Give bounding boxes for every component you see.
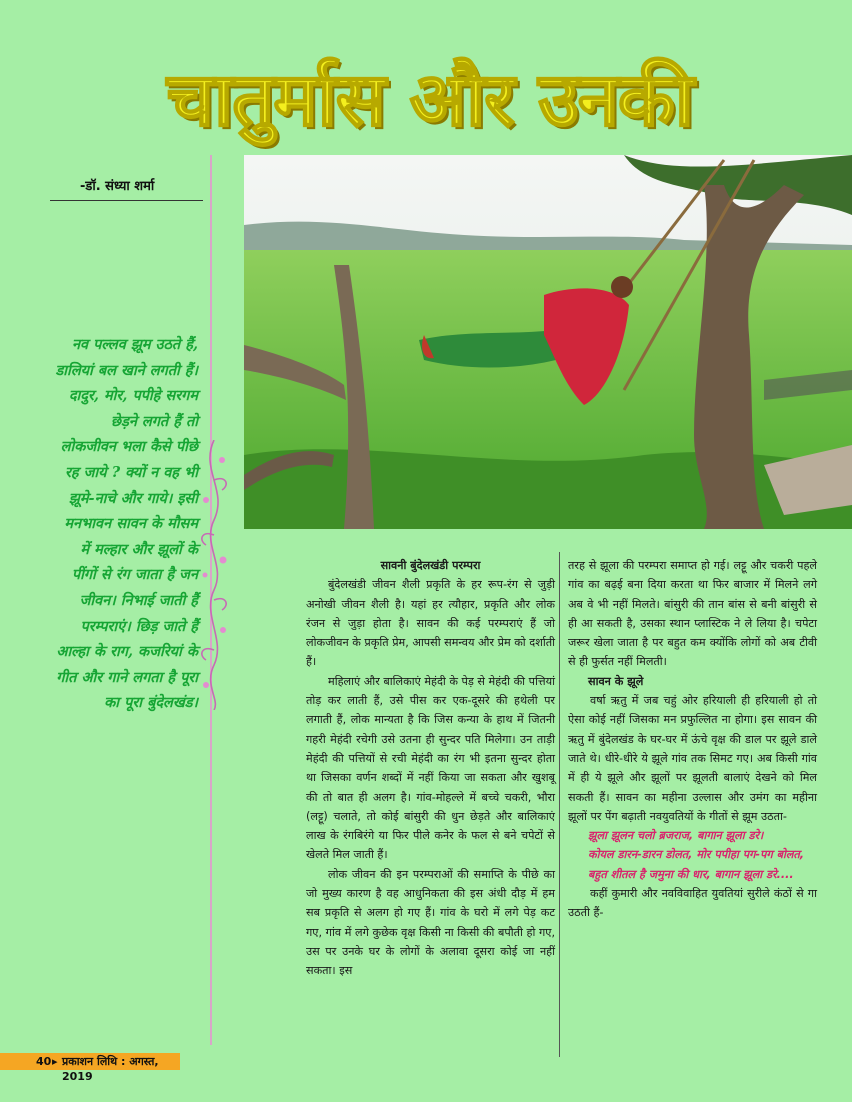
pull-quote: नव पल्लव झूम उठते हैं, डालियां बल खाने लगती हैं। दादुर, मोर, पपीहे सरगम छेड़ने लगते हैं तो लोकजीवन भला कैसे पीछे रह जाये ? क्यों न वह भी झूमे-नाचे और गाये। इसी मनभावन सावन के मौसम में मल्हार और झूलों के पींगों से रंग जाता है जन जीवन। निभाई जाती हैं परम्पराएं। छिड़ जाते हैं आल्हा के राग, कजरियां के गीत और गाने लगता है पूरा का पूरा बुंदेलखंड। — [55, 336, 198, 712]
page-footer — [0, 1053, 180, 1083]
paragraph: तरह से झूला की परम्परा समाप्त हो गई। लट्टू और चकरी पहले गांव का बढ़ई बना दिया करता था फिर बाजार में मिलने लगे अब वे भी नहीं मिलते। बांसुरी की तान बांस से बनी बांसुरी से ही आ सकती है, उसका स्थान प्लास्टिक ने ले लिया है। चपेटा जरूर खेला जाता है पर बहुत कम क्योंकि लोगों को अब टीवी से ही फुर्सत नहीं मिलती। — [568, 559, 817, 669]
paragraph: कहीं कुमारी और नवविवाहित युवतियां सुरीले कंठों से गा उठती हैं- — [568, 887, 817, 920]
page-number: 40 — [36, 1055, 52, 1068]
section-heading: सावन के झूले — [588, 674, 644, 688]
floral-ornament-icon — [196, 440, 232, 710]
paragraph: महिलाएं और बालिकाएं मेहंदी के पेड़ से मेहंदी की पत्तियां तोड़ कर लाती हैं, उसे पीस कर एक-दूसरे की हथेली पर लगाती हैं, लोक मान्यता है कि जिस कन्या के हाथ में जितनी गहरी मेहंदी रचेगी उसे उतना ही सुन्दर पति मिलेगा। उन ताड़ी मेहंदी की पत्तियों से रची मेहंदी का रंग भी इतना सुन्दर होता था जिसका वर्णन शब्दों में नहीं किया जा सकता और खुशबू की तो बात ही अलग है। गांव-मोहल्ले में बच्चे चकरी, भौरा (लट्टू) चलाते, तो कोई बांसुरी की धुन छेड़ते और बालिकाएं लाख के रंगबिरंगे या फिर पीले कनेर के फल से बने चपेटों से खेलते मिल जाती हैं। — [306, 674, 555, 862]
column-divider — [559, 552, 560, 1057]
verse-line: कोयल डारन-डारन डोलत, मोर पपीहा पग-पग बोलत, — [588, 848, 805, 862]
byline-rule — [50, 200, 203, 201]
text-column-1 — [306, 556, 555, 981]
swing-photo — [244, 155, 852, 529]
article-title: चातुर्मास और उनकी — [167, 57, 693, 143]
text-column-2 — [568, 556, 817, 923]
publication-date: प्रकाशन लिथि : अगस्त, 2019 — [62, 1055, 159, 1083]
verse-line: झूला झूलन चलो ब्रजराज, बागान झूला डरे। — [588, 829, 764, 843]
paragraph: वर्षा ऋतु में जब चहुं ओर हरियाली ही हरियाली हो तो ऐसा कोई नहीं जिसका मन प्रफुल्लित ना होगा। इस सावन की ऋतु में बुंदेलखंड के घर-घर में ऊंचे वृक्ष की डाल पर झूले डाले जाते थे। धीरे-धीरे ये झूले गांव तक सिमट गए। अब किसी गांव में ही ये झूले और झूलों पर झूलती बालाएं देखने को मिल सकती हैं। सावन का महीना उल्लास और उमंग का महीना झूलों पर पेंग बढ़ाती नवयुवतियों के गीतों से झूम उठता- — [568, 694, 817, 823]
paragraph: लोक जीवन की इन परम्पराओं की समाप्ति के पीछे का जो मुख्य कारण है वह आधुनिकता की इस अंधी दौड़ में हम सब प्रकृति से अलग हो गए हैं। गांव के घरो में लगे पेड़ कट गए, गांव में लगे कुछेक वृक्ष किसी ना किसी की बपौती हो गए, उस पर उनके घर के लोगों के अलावा दूसरा कोई जा नहीं सकता। इस — [306, 867, 555, 978]
paragraph: बुंदेलखंडी जीवन शैली प्रकृति के हर रूप-रंग से जुड़ी अनोखी जीवन शैली है। यहां हर त्यौहार, प्रकृति और लोक रंजन से जुड़ा होता है। सावन की कई परम्पराएं हैं जो लोकजीवन के प्रकृति प्रेम, आपसी समन्वय और प्रेम को दर्शाती हैं। — [306, 578, 555, 669]
arrow-icon: ▸ — [52, 1055, 58, 1068]
author-byline: -डॉ. संध्या शर्मा — [80, 179, 155, 194]
section-heading: सावनी बुंदेलखंडी परम्परा — [380, 559, 481, 572]
verse-line: बहुत शीतल है जमुना की धार, बागान झूला डरे.... — [588, 867, 794, 881]
